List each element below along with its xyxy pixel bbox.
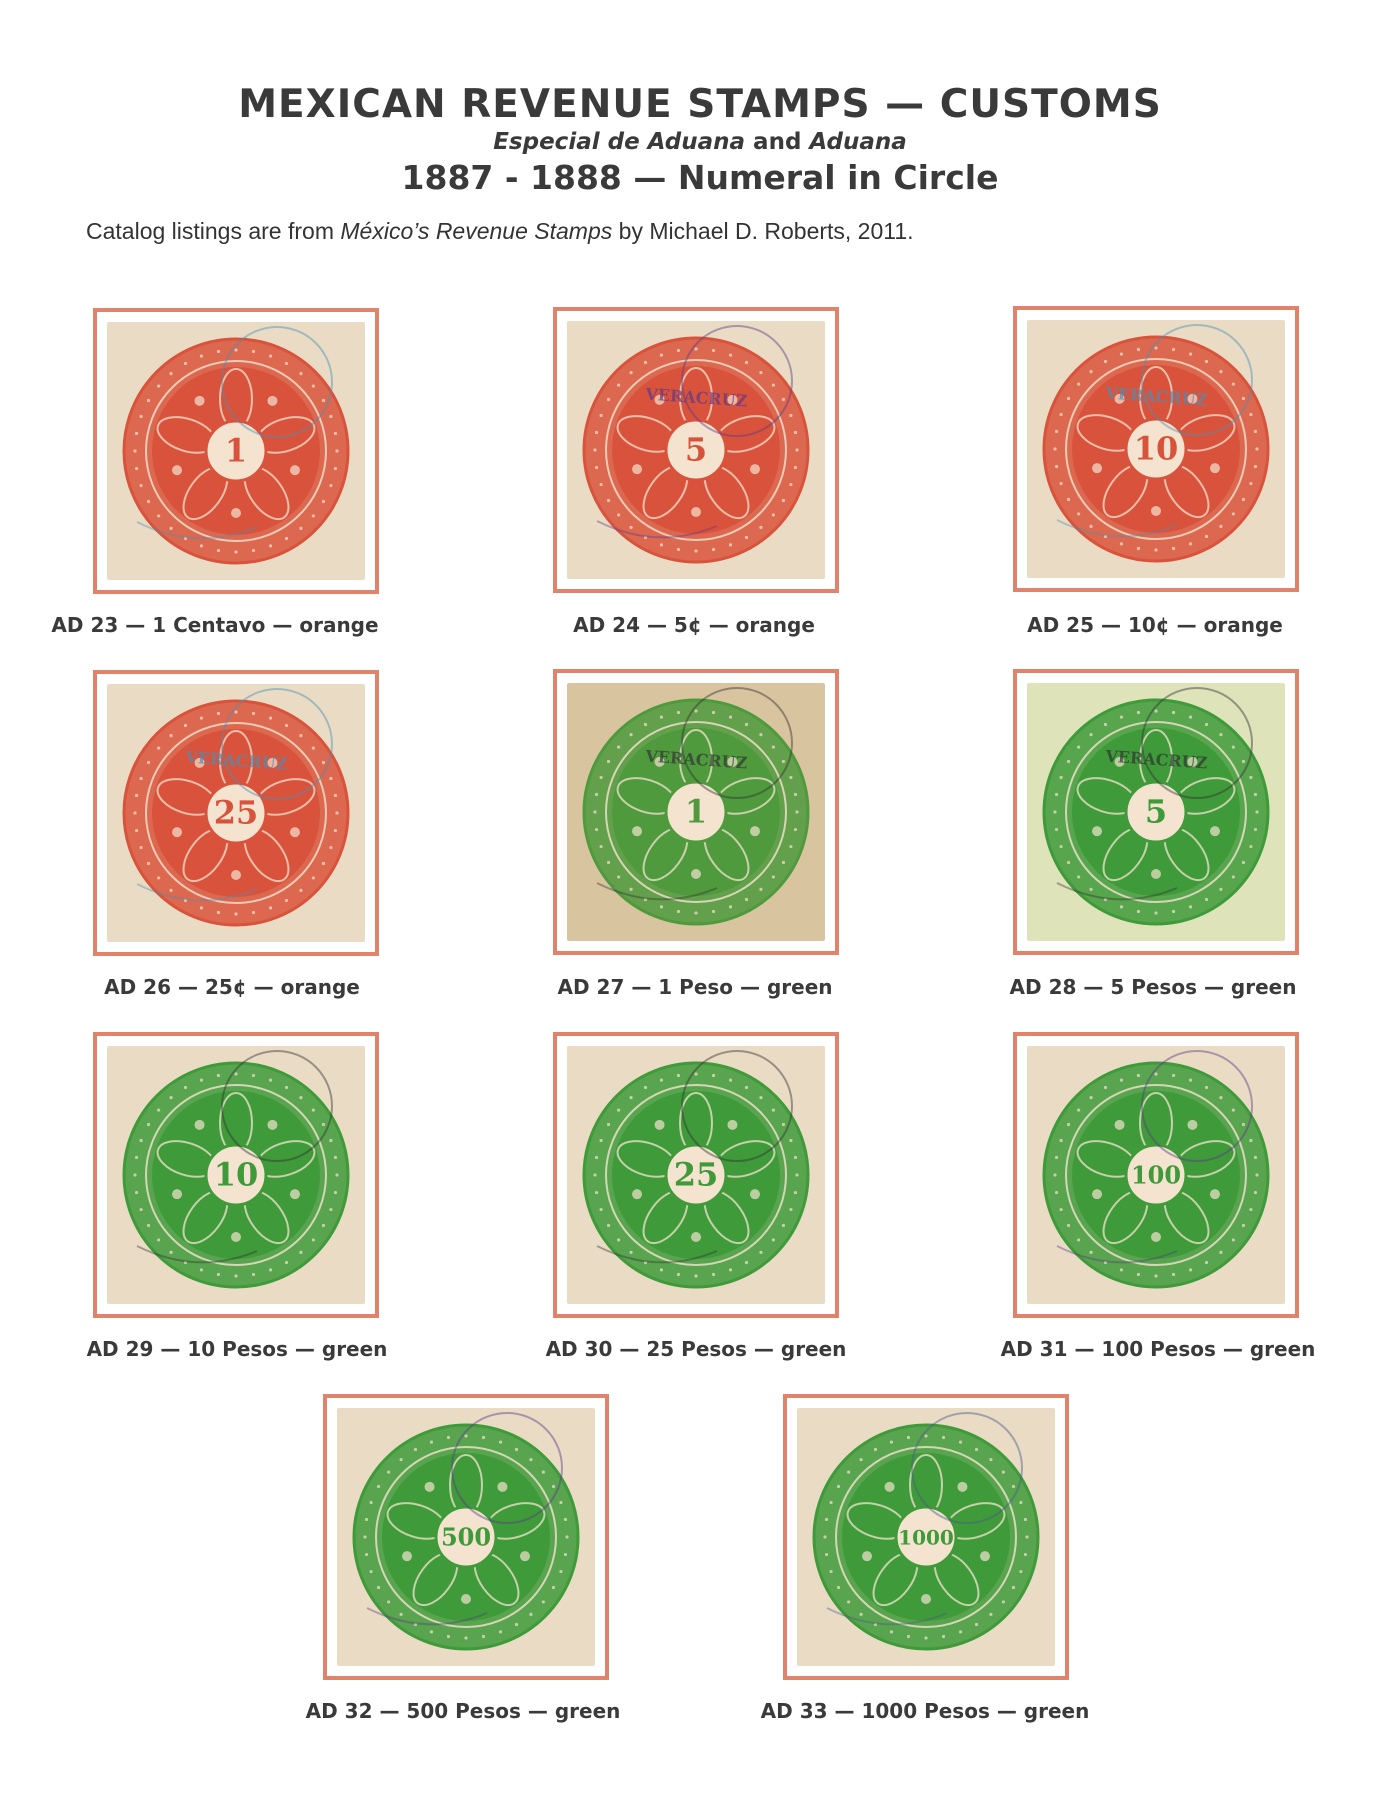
stamp-slot (323, 1394, 609, 1680)
stamp-numeral: 10 (1133, 429, 1179, 468)
stamp-mount-frame (783, 1394, 1069, 1680)
note-suffix: by Michael D. Roberts, 2011. (612, 218, 914, 244)
stamp-caption: AD 28 — 5 Pesos — green (1009, 975, 1297, 999)
page-subtitle (0, 129, 1400, 155)
stamp-image (337, 1408, 595, 1666)
stamp-artwork (107, 684, 365, 942)
stamp-caption: AD 32 — 500 Pesos — green (305, 1699, 621, 1723)
overprint-text: VERACRUZ (644, 746, 748, 773)
stamp-artwork (1027, 1046, 1285, 1304)
stamp-image (107, 1046, 365, 1304)
stamp-image (1027, 683, 1285, 941)
subtitle-especial: Especial de Aduana (493, 129, 746, 155)
stamp-slot (93, 1032, 379, 1318)
page-title: MEXICAN REVENUE STAMPS — CUSTOMS (238, 82, 1162, 127)
stamp-slot (1013, 669, 1299, 955)
stamp-mount-frame (93, 670, 379, 956)
stamp-image (567, 321, 825, 579)
stamp-caption: AD 29 — 10 Pesos — green (86, 1337, 388, 1361)
stamp-numeral: 25 (213, 793, 259, 832)
stamp-image (797, 1408, 1055, 1666)
stamp-caption: AD 33 — 1000 Pesos — green (760, 1699, 1090, 1723)
stamp-numeral: 25 (673, 1155, 719, 1194)
stamp-mount-frame (553, 669, 839, 955)
stamp-artwork (337, 1408, 595, 1666)
stamp-mount-frame (553, 307, 839, 593)
stamp-artwork (107, 322, 365, 580)
stamp-image (567, 1046, 825, 1304)
stamp-caption: AD 26 — 25¢ — orange (104, 975, 360, 999)
issue-dates: 1887 - 1888 — Numeral in Circle (401, 158, 999, 197)
catalog-note (86, 218, 914, 245)
stamp-artwork (107, 1046, 365, 1304)
stamp-caption: AD 23 — 1 Centavo — orange (51, 613, 379, 637)
stamp-slot (553, 307, 839, 593)
note-prefix: Catalog listings are from (86, 218, 341, 244)
stamp-caption: AD 30 — 25 Pesos — green (545, 1337, 847, 1361)
stamp-mount-frame (1013, 1032, 1299, 1318)
stamp-artwork (1027, 683, 1285, 941)
stamp-image (1027, 1046, 1285, 1304)
overprint-text: VERACRUZ (644, 384, 748, 411)
stamp-mount-frame (93, 1032, 379, 1318)
stamp-slot (1013, 1032, 1299, 1318)
stamp-mount-frame (93, 308, 379, 594)
subtitle-and: and (753, 129, 802, 155)
stamp-numeral: 5 (684, 430, 708, 469)
stamp-image (1027, 320, 1285, 578)
note-book-title: México’s Revenue Stamps (340, 218, 613, 244)
stamp-mount-frame (1013, 306, 1299, 592)
stamp-slot (1013, 306, 1299, 592)
stamp-artwork (1027, 320, 1285, 578)
stamp-image (107, 684, 365, 942)
subtitle-aduana: Aduana (809, 129, 907, 155)
stamp-numeral: 500 (440, 1522, 492, 1552)
stamp-artwork (567, 683, 825, 941)
stamp-slot (553, 669, 839, 955)
stamp-mount-frame (1013, 669, 1299, 955)
stamp-artwork (567, 321, 825, 579)
stamp-numeral: 5 (1144, 792, 1168, 831)
stamp-caption: AD 25 — 10¢ — orange (1027, 613, 1283, 637)
stamp-slot (553, 1032, 839, 1318)
stamp-slot (93, 670, 379, 956)
stamp-slot (93, 308, 379, 594)
stamp-mount-frame (553, 1032, 839, 1318)
stamp-slot (783, 1394, 1069, 1680)
stamp-numeral: 1 (224, 431, 248, 470)
stamp-artwork (567, 1046, 825, 1304)
stamp-caption: AD 31 — 100 Pesos — green (1000, 1337, 1316, 1361)
stamp-image (567, 683, 825, 941)
overprint-text: VERACRUZ (184, 747, 288, 774)
overprint-text: VERACRUZ (1104, 383, 1208, 410)
stamp-artwork (797, 1408, 1055, 1666)
overprint-text: VERACRUZ (1104, 746, 1208, 773)
stamp-mount-frame (323, 1394, 609, 1680)
stamp-numeral: 100 (1130, 1160, 1182, 1190)
stamp-numeral: 1 (684, 792, 708, 831)
stamp-numeral: 10 (213, 1155, 259, 1194)
stamp-caption: AD 24 — 5¢ — orange (573, 613, 815, 637)
stamp-image (107, 322, 365, 580)
stamp-numeral: 1000 (898, 1525, 954, 1550)
stamp-caption: AD 27 — 1 Peso — green (557, 975, 833, 999)
